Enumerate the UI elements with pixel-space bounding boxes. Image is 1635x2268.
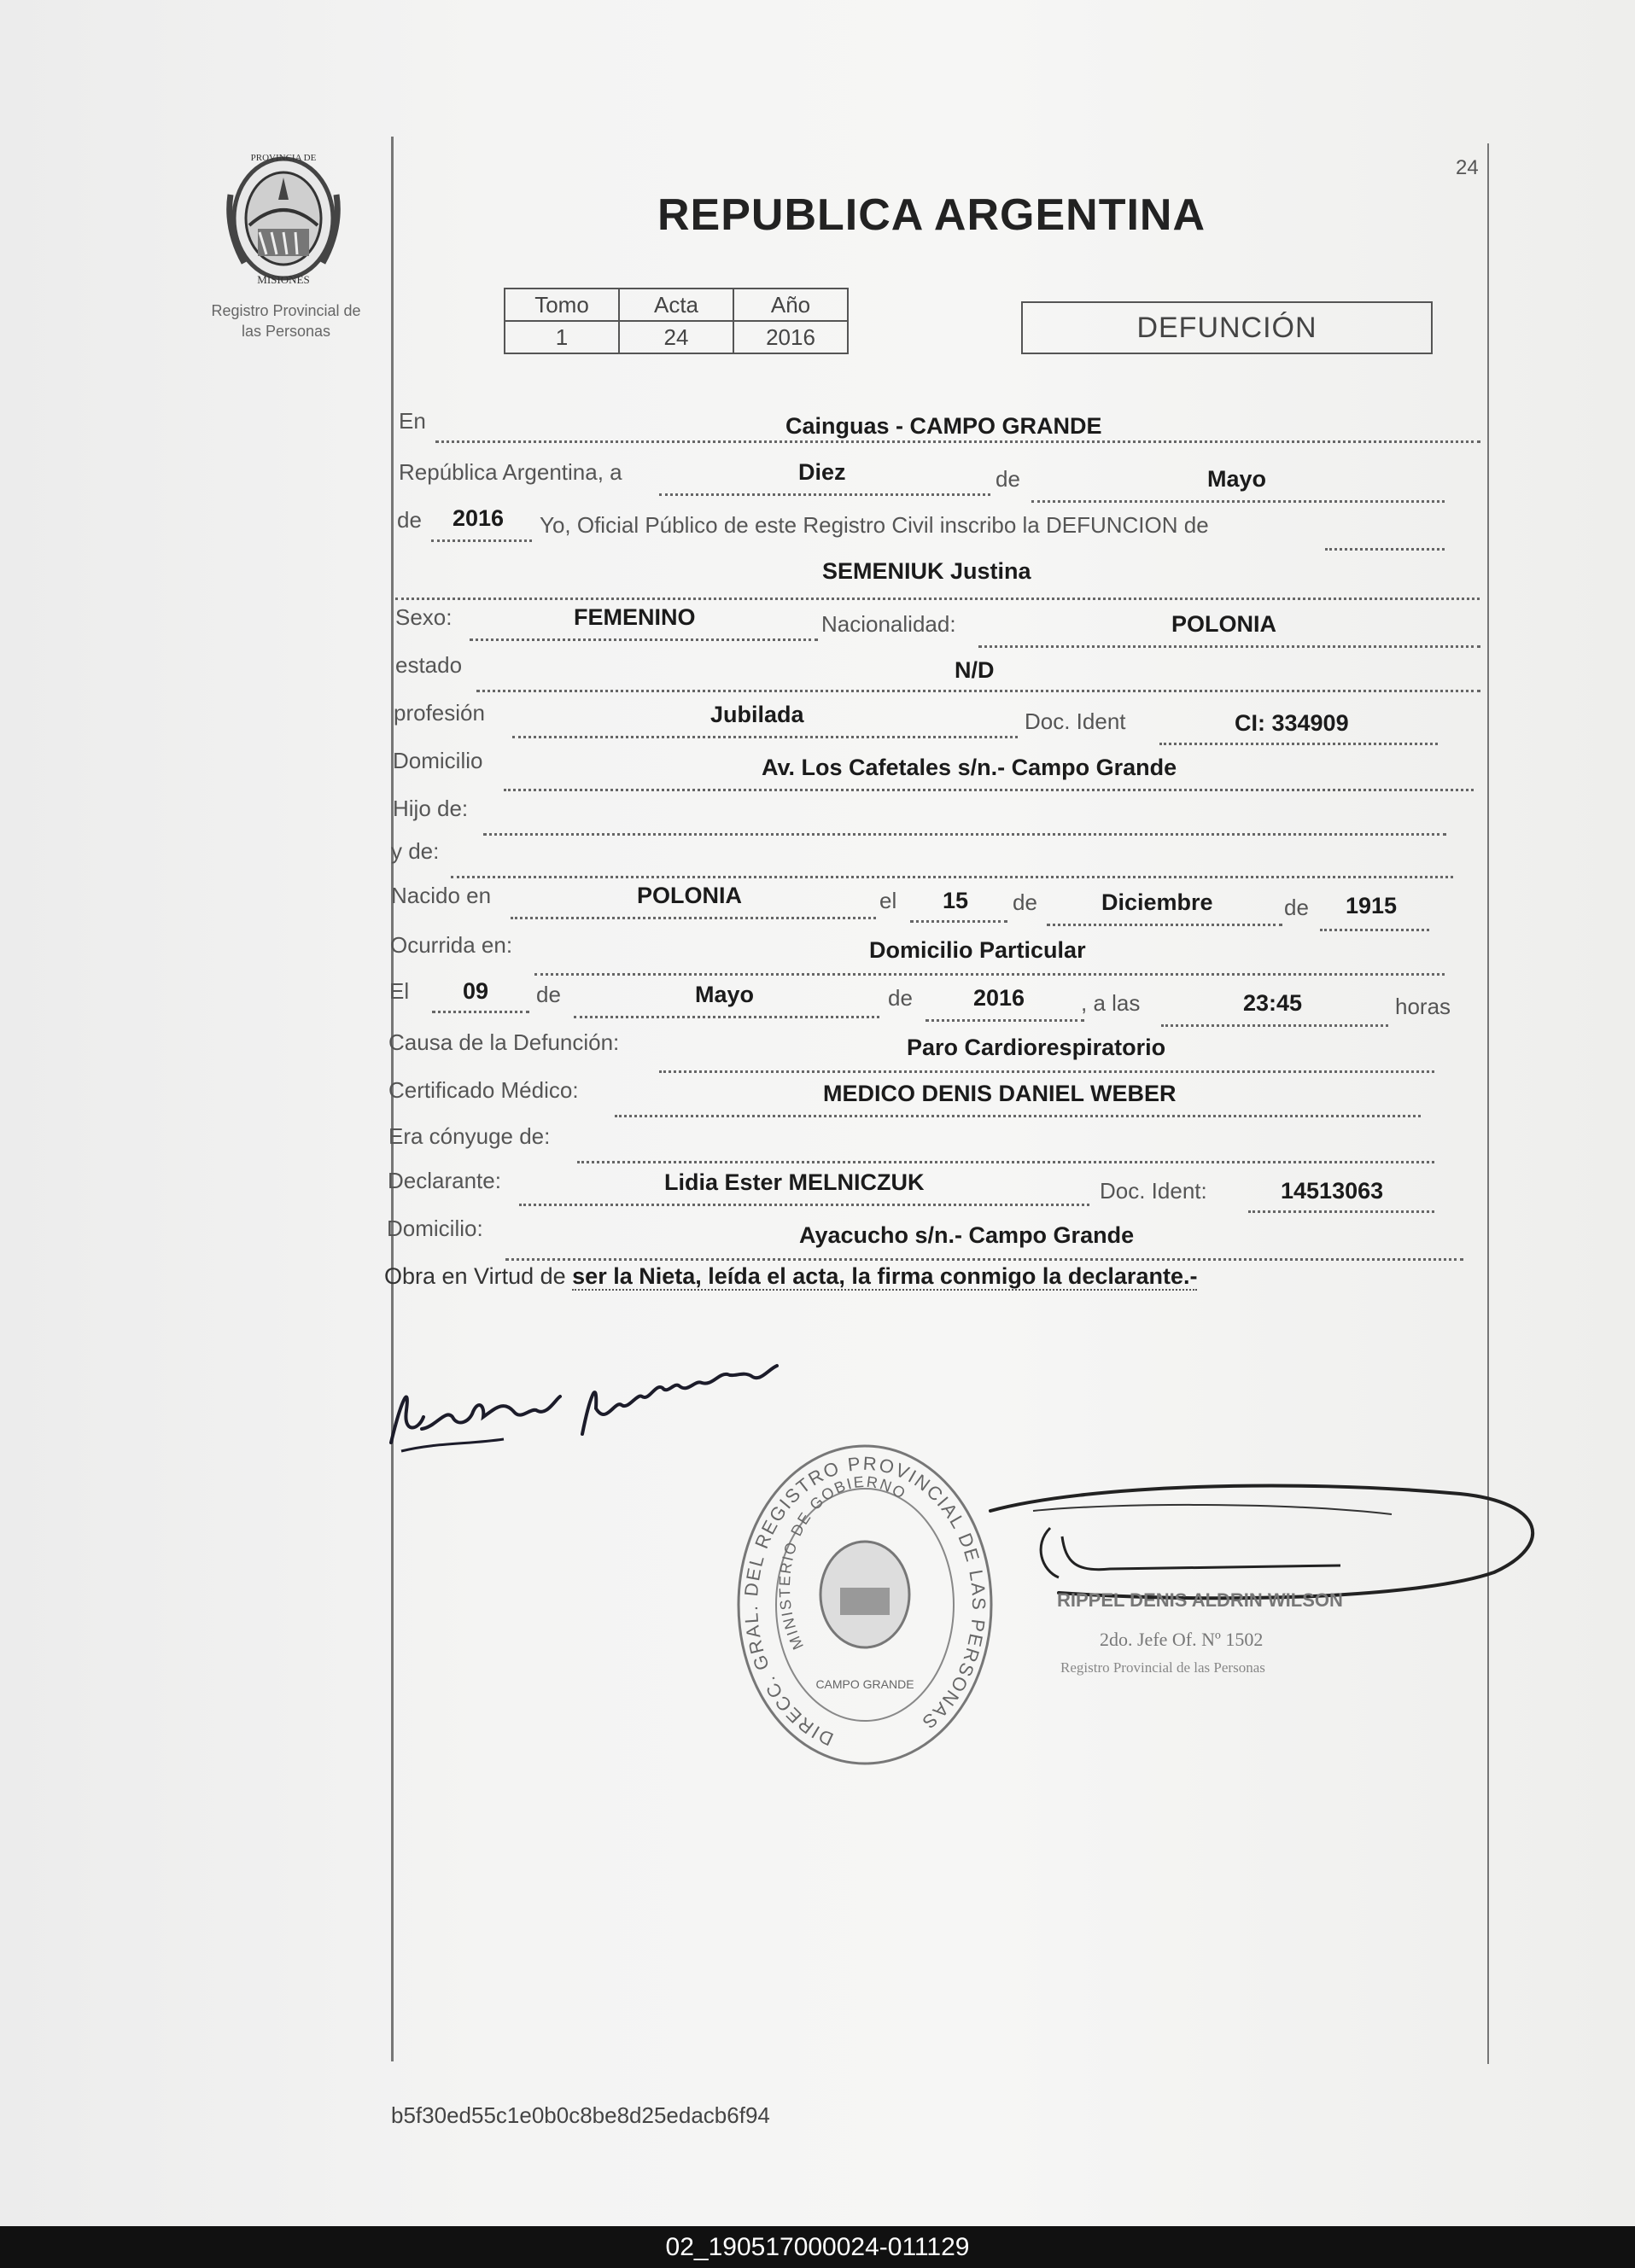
- logo-caption: [188, 300, 384, 341]
- label-republica: República Argentina, a: [399, 459, 622, 485]
- line-declarante-doc: [1248, 1210, 1434, 1213]
- value-sexo: FEMENINO: [574, 604, 696, 630]
- line-mes-nacido: [1047, 924, 1282, 926]
- value-declarante: Lidia Ester MELNICZUK: [664, 1169, 925, 1195]
- label-conyuge: Era cónyuge de:: [388, 1123, 551, 1149]
- label-en: En: [399, 408, 426, 434]
- line-anio-nacido: [1320, 929, 1429, 931]
- label-profesion: profesión: [394, 700, 485, 726]
- line-sexo: [470, 638, 818, 641]
- line-en: [435, 440, 1480, 443]
- value-domicilio: Av. Los Cafetales s/n.- Campo Grande: [762, 755, 1177, 780]
- value-dia-defuncion: 09: [463, 978, 489, 1004]
- label-ocurrida: Ocurrida en:: [390, 932, 513, 958]
- line-nombre: [395, 598, 1480, 600]
- label-de-nacido: de: [1013, 889, 1037, 915]
- value-obra: ser la Nieta, leída el acta, la firma conmigo la declarante.-: [572, 1263, 1198, 1289]
- label-declarante-domicilio: Domicilio:: [387, 1216, 483, 1241]
- line-hijo-de: [483, 833, 1446, 836]
- label-nacionalidad: Nacionalidad:: [821, 611, 956, 637]
- line-y-de: [451, 876, 1453, 878]
- label-declarante: Declarante:: [388, 1168, 501, 1193]
- line-profesion: [512, 736, 1018, 738]
- line-hora: [1161, 1024, 1388, 1027]
- line-dia-registro: [659, 493, 990, 496]
- line-nacionalidad: [978, 645, 1480, 648]
- value-declarante-doc: 14513063: [1281, 1178, 1384, 1204]
- document-hash: b5f30ed55c1e0b0c8be8d25edacb6f94: [391, 2102, 770, 2128]
- value-anio-defuncion: 2016: [973, 985, 1025, 1011]
- label-a-las: , a las: [1081, 990, 1141, 1016]
- logo-top-lettering: PROVINCIA DE: [250, 153, 317, 163]
- line-domicilio: [504, 789, 1474, 791]
- label-estado: estado: [395, 652, 463, 678]
- label-de-defuncion: de: [536, 982, 561, 1007]
- value-nombre: SEMENIUK Justina: [822, 558, 1031, 584]
- value-estado: N/D: [955, 657, 995, 683]
- official-signature: [982, 1477, 1545, 1605]
- label-causa: Causa de la Defunción:: [388, 1029, 620, 1055]
- line-nacido-en: [511, 917, 876, 919]
- label-domicilio: Domicilio: [393, 748, 483, 773]
- logo-bottom-lettering: MISIONES: [257, 273, 310, 286]
- value-nacionalidad: POLONIA: [1171, 611, 1277, 637]
- line-dia-nacido: [910, 920, 1007, 923]
- label-de-anio: de: [397, 507, 422, 533]
- line-anio-defuncion: [926, 1019, 1084, 1022]
- value-en: Cainguas - CAMPO GRANDE: [785, 413, 1102, 439]
- stamp-outer-text: DIRECC. GRAL. DEL REGISTRO PROVINCIAL DE LAS PERSONAS: [740, 1452, 990, 1751]
- label-sexo: Sexo:: [395, 604, 453, 630]
- label-declarante-doc: Doc. Ident:: [1100, 1178, 1207, 1204]
- label-hijo-de: Hijo de:: [393, 796, 469, 821]
- line-mes-registro: [1031, 500, 1445, 503]
- label-y-de: y de:: [391, 838, 440, 864]
- misiones-coat-of-arms-logo: [220, 143, 347, 289]
- document-title: REPUBLICA ARGENTINA: [657, 190, 1206, 240]
- line-conyuge: [577, 1161, 1434, 1163]
- value-nacido-en: POLONIA: [637, 883, 743, 908]
- line-mes-defuncion: [574, 1016, 879, 1018]
- value-declarante-domicilio: Ayacucho s/n.- Campo Grande: [799, 1222, 1135, 1248]
- page-number: 24: [1456, 156, 1479, 179]
- registry-stamp: [736, 1441, 994, 1774]
- value-mes-nacido: Diciembre: [1101, 889, 1213, 915]
- value-anio-registro: 2016: [453, 505, 505, 531]
- line-certificado: [615, 1115, 1421, 1117]
- label-de2-nacido: de: [1284, 895, 1309, 920]
- line-declarante: [519, 1204, 1089, 1206]
- label-de2-defuncion: de: [888, 985, 913, 1011]
- value-dia-nacido: 15: [943, 888, 969, 913]
- value-anio-nacido: 1915: [1346, 893, 1398, 918]
- document-type-box: DEFUNCIÓN: [1021, 301, 1433, 354]
- value-acta: 24: [619, 321, 733, 353]
- value-doc-ident: CI: 334909: [1235, 710, 1349, 736]
- stamp-inner-text: MINISTERIO DE GOBIERNO: [775, 1472, 910, 1653]
- scan-footer-id: 02_190517000024-011129: [0, 2226, 1635, 2268]
- obra-en-virtud: [384, 1263, 1197, 1290]
- line-dia-defuncion: [432, 1011, 529, 1013]
- value-ocurrida: Domicilio Particular: [869, 937, 1086, 963]
- label-horas: horas: [1395, 994, 1451, 1019]
- value-hora: 23:45: [1243, 990, 1303, 1016]
- line-ocurrida: [534, 973, 1445, 976]
- official-name: RIPPEL DENIS ALDRIN WILSON: [1057, 1589, 1343, 1611]
- header-anio: Año: [733, 289, 848, 321]
- label-nacido-en: Nacido en: [391, 883, 492, 908]
- right-margin-line: [1487, 143, 1489, 2064]
- line-estado: [476, 690, 1480, 692]
- value-dia-registro: Diez: [798, 459, 846, 485]
- text-oficial: Yo, Oficial Público de este Registro Civil inscribo la DEFUNCION de: [540, 512, 1209, 538]
- logo-caption-line2: las Personas: [241, 323, 331, 340]
- header-tomo: Tomo: [505, 289, 619, 321]
- value-causa: Paro Cardiorespiratorio: [907, 1035, 1166, 1060]
- line-causa: [659, 1070, 1434, 1073]
- official-registry: Registro Provincial de las Personas: [1060, 1659, 1265, 1676]
- logo-caption-line1: Registro Provincial de: [211, 302, 361, 319]
- label-obra: Obra en Virtud de: [384, 1263, 566, 1289]
- label-doc-ident: Doc. Ident: [1025, 708, 1126, 734]
- stamp-bottom-text: CAMPO GRANDE: [815, 1677, 914, 1691]
- value-mes-registro: Mayo: [1207, 466, 1267, 492]
- value-certificado: MEDICO DENIS DANIEL WEBER: [823, 1081, 1177, 1106]
- official-position: 2do. Jefe Of. Nº 1502: [1100, 1629, 1264, 1650]
- value-profesion: Jubilada: [710, 702, 804, 727]
- value-mes-defuncion: Mayo: [695, 982, 755, 1007]
- label-de: de: [996, 466, 1020, 492]
- label-el: El: [389, 978, 410, 1004]
- registry-table: [504, 288, 849, 354]
- line-declarante-domicilio: [505, 1258, 1463, 1261]
- value-tomo: 1: [505, 321, 619, 353]
- label-certificado: Certificado Médico:: [388, 1077, 579, 1103]
- line-after-text: [1325, 548, 1445, 551]
- value-anio: 2016: [733, 321, 848, 353]
- line-anio-registro: [431, 539, 532, 542]
- line-doc-ident: [1159, 743, 1438, 745]
- label-el-nacido: el: [879, 888, 897, 913]
- header-acta: Acta: [619, 289, 733, 321]
